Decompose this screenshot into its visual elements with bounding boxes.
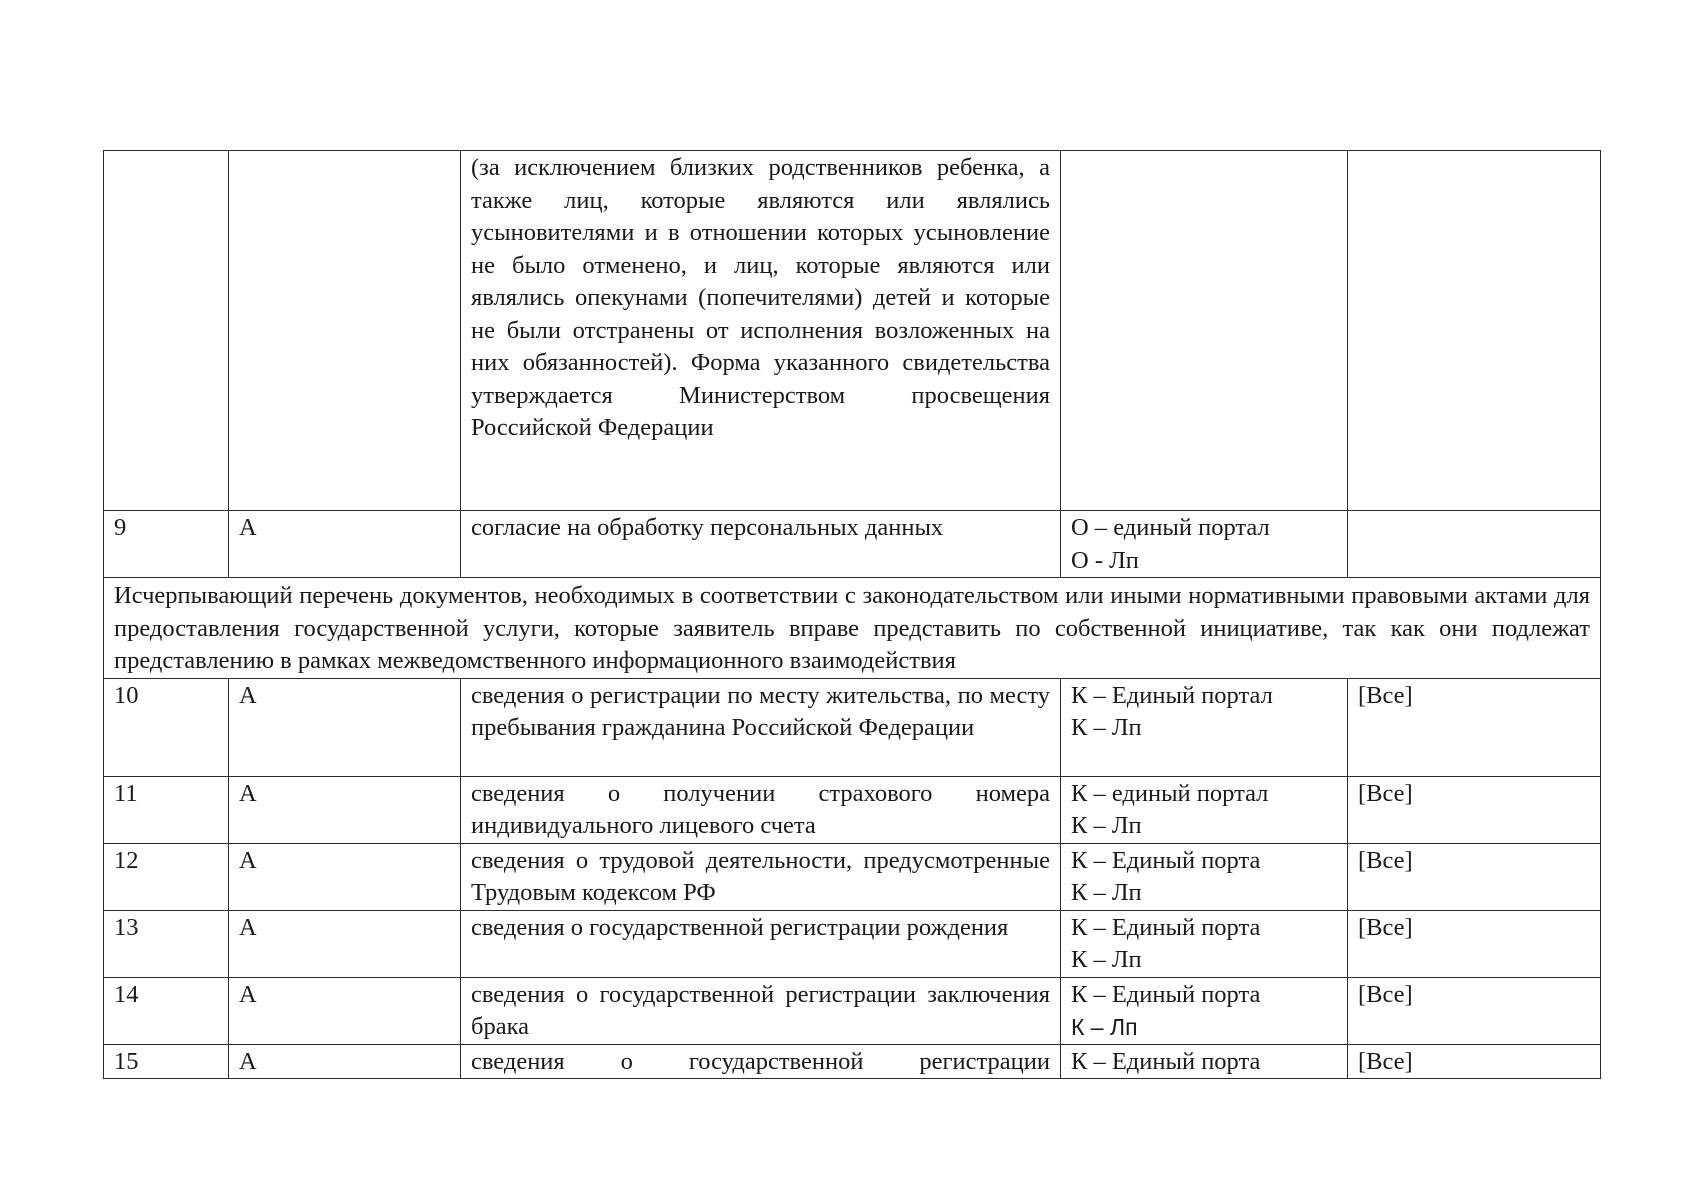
- document-source: [1061, 511, 1348, 578]
- documents-table: [103, 150, 1601, 1079]
- row-code: А: [229, 977, 461, 1044]
- source-line: О – единый портал: [1071, 514, 1270, 541]
- row-code: А: [229, 678, 461, 776]
- document-scope: [Все]: [1348, 843, 1601, 910]
- source-line: К – Лп: [1071, 946, 1142, 973]
- source-line: К – Единый порта: [1071, 1047, 1261, 1075]
- document-scope: [1348, 151, 1601, 511]
- document-scope: [Все]: [1348, 776, 1601, 843]
- row-number: [104, 151, 229, 511]
- section-header-row: [104, 578, 1601, 679]
- row-code: А: [229, 843, 461, 910]
- table-row: [104, 511, 1601, 578]
- document-source: [1061, 910, 1348, 977]
- table-row: [104, 910, 1601, 977]
- document-source: [1061, 776, 1348, 843]
- document-scope: [Все]: [1348, 1044, 1601, 1079]
- document-description: сведения о государственной регистрации заключения брака: [461, 977, 1061, 1044]
- document-description: сведения о регистрации по месту жительства, по месту пребывания гражданина Российской Федерации: [461, 678, 1061, 776]
- document-description: сведения о государственной регистрации: [461, 1044, 1061, 1079]
- source-line: К – Лп: [1071, 812, 1142, 839]
- table-row: [104, 151, 1601, 511]
- row-number: 12: [104, 843, 229, 910]
- source-line: К – Лп: [1071, 879, 1142, 906]
- document-description: (за исключением близких родственников ребенка, а также лиц, которые являются или являлись усыновителями и в отношении которых усыновление не было отменено, и лиц, которые являются или являлись опекунами (попечителями) детей и которые не были отстранены от исполнения возложенных на них обязанностей). Форма указанного свидетельства утверждается Министерством просвещения Российской Федерации: [461, 151, 1061, 511]
- table-row: [104, 678, 1601, 776]
- document-source: [1061, 977, 1348, 1044]
- source-line: К – Единый портал: [1071, 681, 1273, 709]
- table-row: [104, 843, 1601, 910]
- document-description: согласие на обработку персональных данных: [461, 511, 1061, 578]
- row-number: 15: [104, 1044, 229, 1079]
- document-scope: [Все]: [1348, 910, 1601, 977]
- row-number: 13: [104, 910, 229, 977]
- row-number: 10: [104, 678, 229, 776]
- source-line: К – единый портал: [1071, 779, 1269, 807]
- document-source: [1061, 843, 1348, 910]
- section-header: Исчерпывающий перечень документов, необходимых в соответствии с законодательством или иными нормативными правовыми актами для предоставления государственной услуги, которые заявитель вправе представить по собственной инициативе, так как они подлежат представлению в рамках межведомственного информационного взаимодействия: [104, 578, 1601, 679]
- document-description: сведения о государственной регистрации рождения: [461, 910, 1061, 977]
- row-number: 9: [104, 511, 229, 578]
- row-code: А: [229, 910, 461, 977]
- row-code: [229, 151, 461, 511]
- row-code: А: [229, 1044, 461, 1079]
- document-scope: [1348, 511, 1601, 578]
- document-source: [1061, 1044, 1348, 1079]
- document-scope: [Все]: [1348, 678, 1601, 776]
- document-description: сведения о получении страхового номера индивидуального лицевого счета: [461, 776, 1061, 843]
- source-line: К – Единый порта: [1071, 980, 1261, 1008]
- document-description: сведения о трудовой деятельности, предусмотренные Трудовым кодексом РФ: [461, 843, 1061, 910]
- row-code: А: [229, 776, 461, 843]
- document-source: [1061, 678, 1348, 776]
- document-source: [1061, 151, 1348, 511]
- source-line: К – Лп: [1071, 714, 1142, 741]
- source-line: К – Единый порта: [1071, 846, 1261, 874]
- row-number: 14: [104, 977, 229, 1044]
- table-row: [104, 977, 1601, 1044]
- document-scope: [Все]: [1348, 977, 1601, 1044]
- table-row: [104, 1044, 1601, 1079]
- row-code: А: [229, 511, 461, 578]
- source-line: К – Единый порта: [1071, 913, 1261, 941]
- table-row: [104, 776, 1601, 843]
- source-line: О - Лп: [1071, 546, 1139, 574]
- source-line: К – Лп: [1071, 1014, 1138, 1040]
- row-number: 11: [104, 776, 229, 843]
